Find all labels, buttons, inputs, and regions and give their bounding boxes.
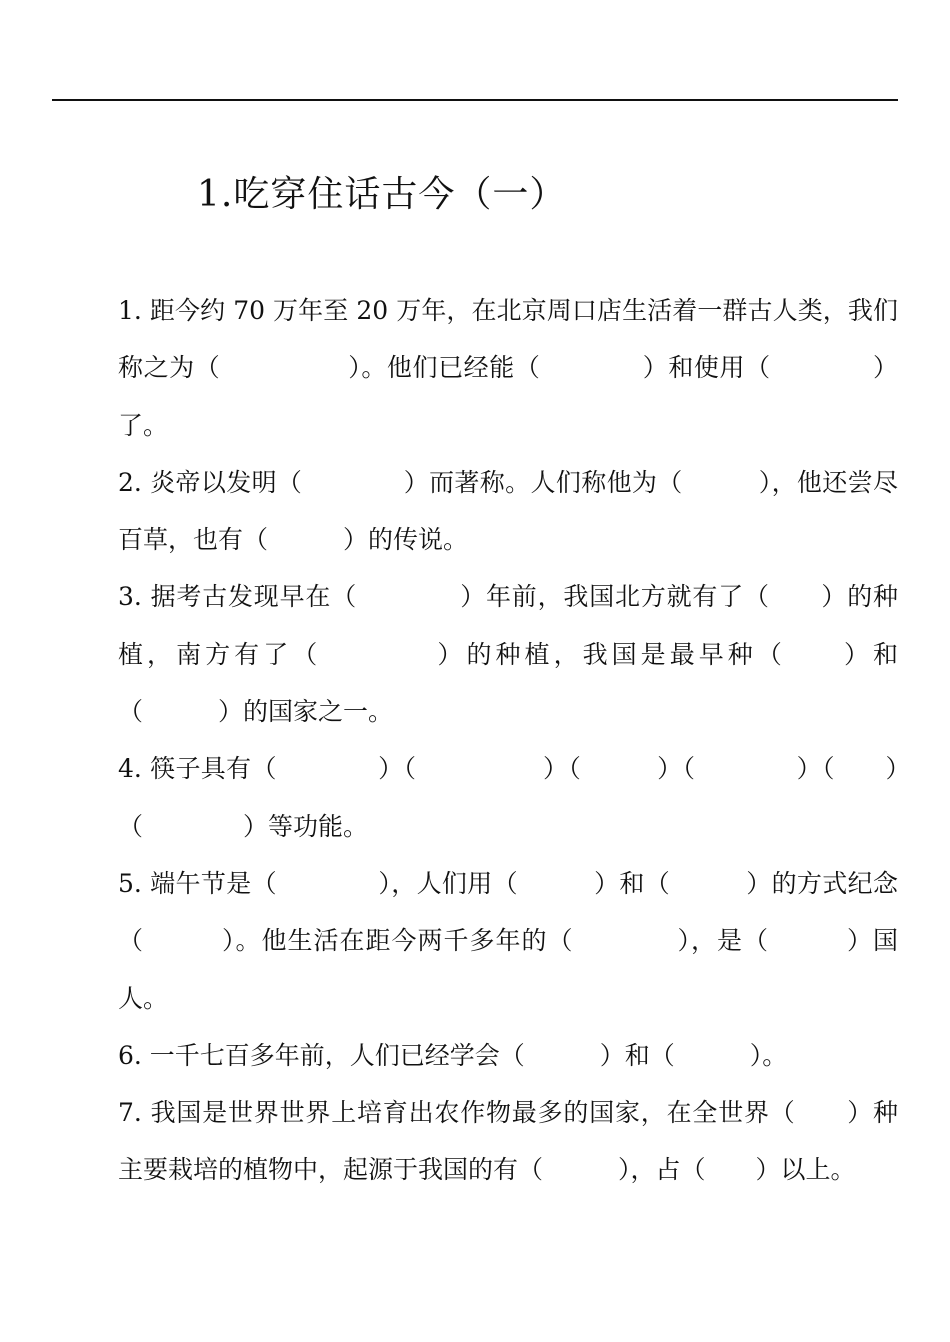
question-5: 5. 端午节是（ ），人们用（ ）和（ ）的方式纪念（ ）。他生活在距今两千多年的（ ），是（ ）国人。 <box>118 868 898 1013</box>
question-6: 6. 一千七百多年前，人们已经学会（ ）和（ ）。 <box>118 1040 788 1070</box>
question-7: 7. 我国是世界世界上培育出农作物最多的国家，在全世界（ ）种主要栽培的植物中，起源于我国的有（ ），占（ ）以上。 <box>118 1098 898 1185</box>
question-2: 2. 炎帝以发明（ ）而著称。人们称他为（ ），他还尝尽百草，也有（ ）的传说。 <box>118 467 898 555</box>
header-rule <box>52 99 898 101</box>
question-list <box>118 282 898 1199</box>
page-title: 1.吃穿住话古今（一） <box>197 174 567 215</box>
question-4: 4. 筷子具有（ ）（ ）（ ）（ ）（ ）（ ）等功能。 <box>118 754 898 841</box>
question-3: 3. 据考古发现早在（ ）年前，我国北方就有了（ ）的种植，南方有了（ ）的种植，我国是最早种（ ）和（ ）的国家之一。 <box>118 582 898 727</box>
question-1: 1. 距今约 70 万年至 20 万年，在北京周口店生活着一群古人类，我们称之为（ ）。他们已经能（ ）和使用（ ）了。 <box>118 296 898 440</box>
